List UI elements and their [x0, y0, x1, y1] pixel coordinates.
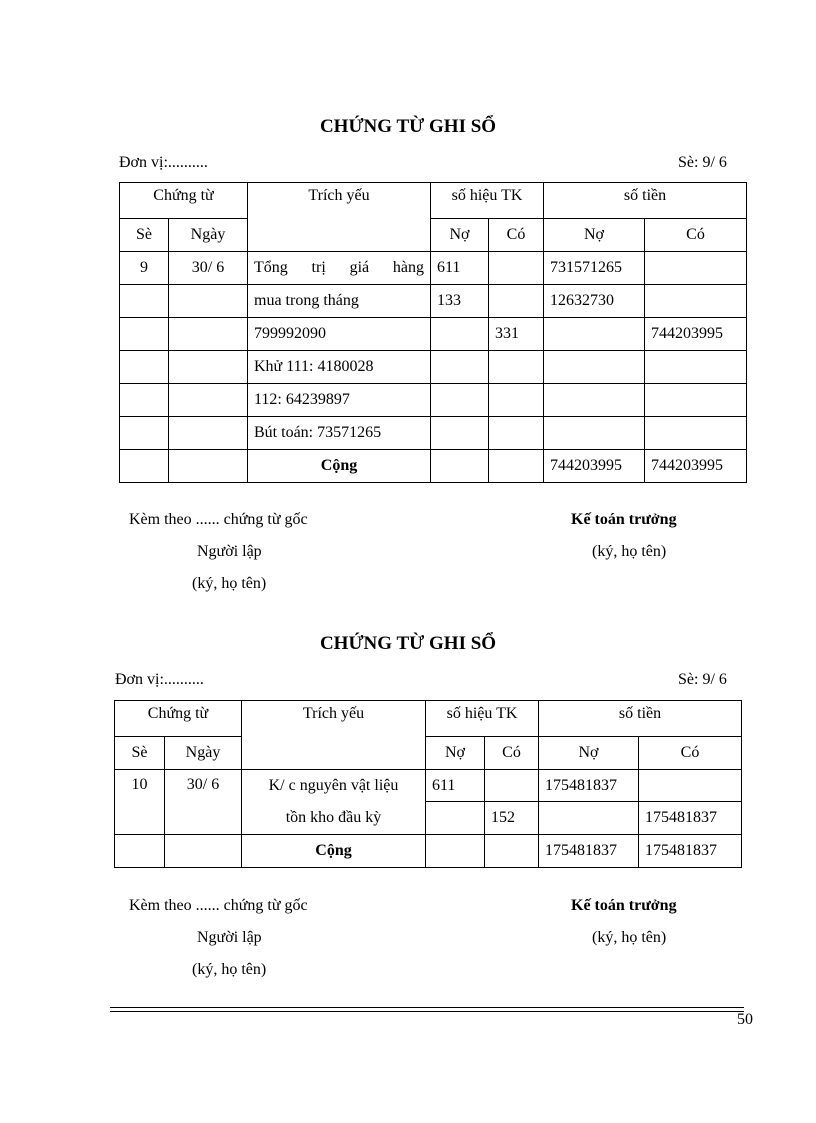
- voucher1-preparer: Người lập: [197, 543, 262, 560]
- header-so-hieu-tk: số hiệu TK: [431, 183, 544, 219]
- footer-rule-bottom: [110, 1011, 744, 1012]
- header-tk-co: Có: [485, 737, 539, 770]
- header-tien-co: Có: [645, 219, 747, 252]
- voucher1-chief: Kế toán trưởng: [571, 511, 677, 528]
- cell-tk-co: [489, 252, 544, 285]
- cell-tien-no: 175481837: [539, 770, 639, 802]
- table-row: [120, 285, 747, 318]
- cell-tk-co: [489, 285, 544, 318]
- table-row: [115, 770, 742, 802]
- table-total-row: [120, 450, 747, 483]
- cell-tien-co: [645, 252, 747, 285]
- total-tien-co: 744203995: [645, 450, 747, 483]
- cell-tien-co: 175481837: [639, 802, 742, 835]
- cell-tien-no: 12632730: [544, 285, 645, 318]
- header-so-tien: số tiền: [539, 701, 742, 737]
- header-tien-no: Nợ: [544, 219, 645, 252]
- cell-tk-co: 331: [489, 318, 544, 351]
- cell-so: 10: [115, 770, 165, 835]
- cell-tk-no: [426, 802, 485, 835]
- footer-rule-top: [110, 1007, 744, 1008]
- cell-so: 9: [120, 252, 169, 285]
- table-subheader-row: [115, 737, 742, 770]
- cell-tk-no: 133: [431, 285, 489, 318]
- table-subheader-row: [120, 219, 747, 252]
- cell-ngay: 30/ 6: [169, 252, 248, 285]
- cell-tien-no: [544, 318, 645, 351]
- voucher1-number: Sè: 9/ 6: [678, 154, 727, 171]
- cell-desc: Khử 111: 4180028: [248, 351, 431, 384]
- voucher2-preparer: Người lập: [197, 929, 262, 946]
- total-tien-no: 175481837: [539, 835, 639, 868]
- voucher2-number: Sè: 9/ 6: [678, 671, 727, 688]
- cell-tien-co: [639, 770, 742, 802]
- cell-desc: Tổng trị giá hàng: [248, 252, 431, 285]
- voucher1-unit: Đơn vị:..........: [119, 154, 208, 171]
- header-chung-tu: Chứng từ: [115, 701, 242, 737]
- header-ngay: Ngày: [169, 219, 248, 252]
- header-tien-co: Có: [639, 737, 742, 770]
- total-label: Cộng: [248, 450, 431, 483]
- table-row: [120, 417, 747, 450]
- cell-tien-co: [645, 384, 747, 417]
- header-tk-co: Có: [489, 219, 544, 252]
- voucher1-chief-sign: (ký, họ tên): [592, 543, 667, 560]
- cell-so: [120, 351, 169, 384]
- cell-ngay: 30/ 6: [165, 770, 242, 835]
- voucher2-preparer-sign: (ký, họ tên): [192, 961, 267, 978]
- header-so-tien: số tiền: [544, 183, 747, 219]
- voucher2-chief: Kế toán trưởng: [571, 897, 677, 914]
- cell-tien-no: 731571265: [544, 252, 645, 285]
- voucher2-title: CHỨNG TỪ GHI SỔ: [319, 633, 497, 654]
- cell-tk-no: [431, 351, 489, 384]
- header-so: Sè: [120, 219, 169, 252]
- header-tk-no: Nợ: [426, 737, 485, 770]
- cell-desc: mua trong tháng: [248, 285, 431, 318]
- cell-so: [120, 384, 169, 417]
- cell-tien-no: [544, 384, 645, 417]
- cell-desc-line2: tồn kho đầu kỳ: [242, 802, 426, 835]
- cell-tien-co: [645, 351, 747, 384]
- header-trich-yeu: Trích yếu: [248, 183, 431, 252]
- voucher2-attached: Kèm theo ...... chứng từ gốc: [129, 897, 308, 914]
- cell-tk-co: [489, 351, 544, 384]
- table-row: [120, 384, 747, 417]
- cell-tk-no: 611: [426, 770, 485, 802]
- header-chung-tu: Chứng từ: [120, 183, 248, 219]
- header-so: Sè: [115, 737, 165, 770]
- table-row: [120, 351, 747, 384]
- cell-tk-co: [489, 417, 544, 450]
- total-tien-co: 175481837: [639, 835, 742, 868]
- table-header-row: [115, 701, 742, 737]
- header-tk-no: Nợ: [431, 219, 489, 252]
- cell-ngay: [169, 417, 248, 450]
- cell-ngay: [169, 351, 248, 384]
- table-total-row: [115, 835, 742, 868]
- cell-tien-co: 744203995: [645, 318, 747, 351]
- total-tien-no: 744203995: [544, 450, 645, 483]
- cell-tien-no: [539, 802, 639, 835]
- cell-tk-co: 152: [485, 802, 539, 835]
- header-so-hieu-tk: số hiệu TK: [426, 701, 539, 737]
- cell-desc: 799992090: [248, 318, 431, 351]
- header-trich-yeu: Trích yếu: [242, 701, 426, 770]
- voucher2-table: [114, 700, 742, 868]
- cell-tk-co: [485, 770, 539, 802]
- cell-tien-co: [645, 285, 747, 318]
- voucher2-unit: Đơn vị:..........: [115, 671, 204, 688]
- cell-desc: 112: 64239897: [248, 384, 431, 417]
- cell-tien-co: [645, 417, 747, 450]
- cell-tien-no: [544, 417, 645, 450]
- cell-tk-no: [431, 318, 489, 351]
- cell-so: [120, 318, 169, 351]
- voucher1-attached: Kèm theo ...... chứng từ gốc: [129, 511, 308, 528]
- cell-so: [120, 285, 169, 318]
- table-header-row: [120, 183, 747, 219]
- total-label: Cộng: [242, 835, 426, 868]
- table-row: [120, 318, 747, 351]
- cell-tk-no: [431, 417, 489, 450]
- cell-ngay: [169, 285, 248, 318]
- voucher1-table: [119, 182, 747, 483]
- page-number: 50: [737, 1011, 753, 1028]
- voucher1-title: CHỨNG TỪ GHI SỔ: [319, 116, 497, 137]
- cell-desc: Bút toán: 73571265: [248, 417, 431, 450]
- cell-tien-no: [544, 351, 645, 384]
- cell-tk-no: 611: [431, 252, 489, 285]
- cell-ngay: [169, 384, 248, 417]
- cell-ngay: [169, 318, 248, 351]
- cell-tk-no: [431, 384, 489, 417]
- table-row: [120, 252, 747, 285]
- cell-desc-line1: K/ c nguyên vật liệu: [242, 770, 426, 802]
- header-ngay: Ngày: [165, 737, 242, 770]
- header-tien-no: Nợ: [539, 737, 639, 770]
- cell-so: [120, 417, 169, 450]
- voucher1-preparer-sign: (ký, họ tên): [192, 575, 267, 592]
- cell-tk-co: [489, 384, 544, 417]
- voucher2-chief-sign: (ký, họ tên): [592, 929, 667, 946]
